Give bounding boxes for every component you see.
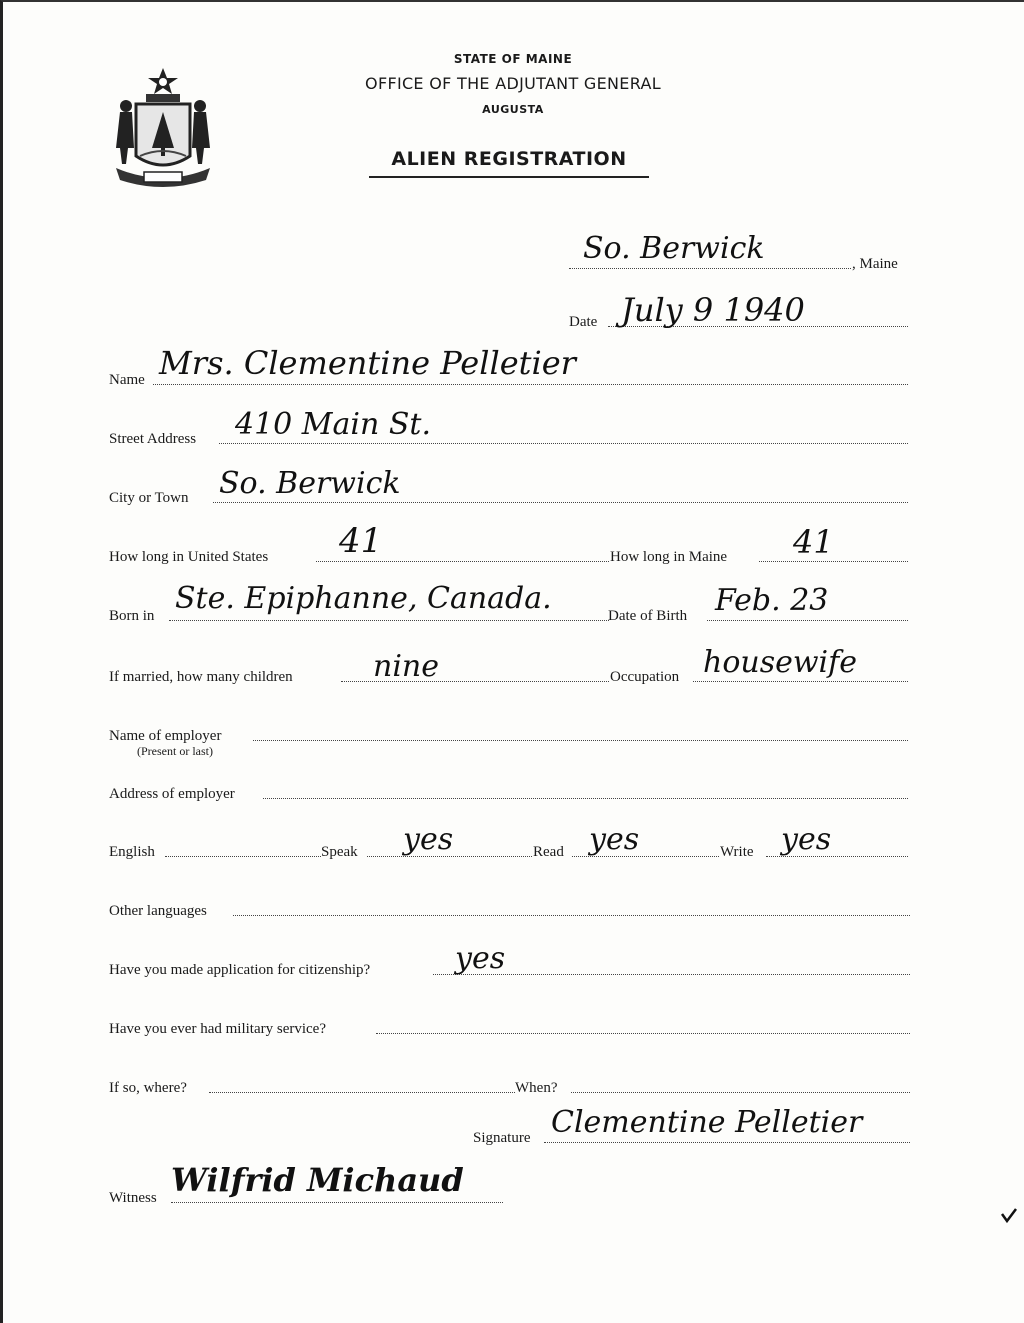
occupation-label: Occupation <box>610 669 680 685</box>
read-value: yes <box>589 822 640 857</box>
office-heading: OFFICE OF THE ADJUTANT GENERAL <box>365 74 661 93</box>
citizenship-label: Have you made application for citizenship? <box>109 962 371 978</box>
witness-label: Witness <box>109 1190 157 1206</box>
born-in-line <box>169 620 609 621</box>
born-in-label: Born in <box>109 608 155 624</box>
name-line <box>153 384 908 385</box>
children-value: nine <box>373 649 439 684</box>
citizenship-value: yes <box>455 941 506 976</box>
date-value: July 9 1940 <box>621 291 805 329</box>
state-heading: STATE OF MAINE <box>453 52 573 66</box>
write-label: Write <box>720 844 754 860</box>
employer-name-label: Name of employer <box>109 728 222 744</box>
english-line <box>165 856 321 857</box>
born-in-value: Ste. Epiphanne, Canada. <box>175 581 552 616</box>
other-languages-label: Other languages <box>109 903 207 919</box>
occupation-line <box>693 681 908 682</box>
years-in-maine-line <box>759 561 908 562</box>
city-label: City or Town <box>109 490 189 506</box>
where-label: If so, where? <box>109 1080 187 1096</box>
employer-name-line <box>253 740 908 741</box>
write-value: yes <box>781 822 832 857</box>
street-address-value: 410 Main St. <box>235 407 431 442</box>
date-label: Date <box>569 314 598 330</box>
occupation-value: housewife <box>703 645 857 680</box>
military-line <box>376 1033 910 1034</box>
years-in-us-line <box>316 561 609 562</box>
street-address-label: Street Address <box>109 431 197 447</box>
when-line <box>571 1092 910 1093</box>
years-in-maine-value: 41 <box>793 523 834 561</box>
employer-address-line <box>263 798 908 799</box>
years-in-maine-label: How long in Maine <box>610 549 728 565</box>
city-heading: AUGUSTA <box>482 103 544 116</box>
where-line <box>209 1092 515 1093</box>
city-line <box>213 502 908 503</box>
name-label: Name <box>109 372 145 388</box>
signature-value: Clementine Pelletier <box>551 1105 863 1140</box>
place-value: So. Berwick <box>583 231 765 266</box>
english-label: English <box>109 844 155 860</box>
years-in-us-label: How long in United States <box>109 549 269 565</box>
date-of-birth-value: Feb. 23 <box>715 583 829 618</box>
witness-value: Wilfrid Michaud <box>171 1161 464 1199</box>
speak-label: Speak <box>321 844 358 860</box>
form-title: ALIEN REGISTRATION <box>391 148 627 170</box>
military-label: Have you ever had military service? <box>109 1021 326 1037</box>
speak-value: yes <box>403 822 454 857</box>
city-value: So. Berwick <box>219 466 401 501</box>
street-address-line <box>219 443 908 444</box>
years-in-us-value: 41 <box>339 521 383 561</box>
place-line <box>569 268 851 269</box>
read-label: Read <box>533 844 564 860</box>
children-label: If married, how many children <box>109 669 293 685</box>
employer-address-label: Address of employer <box>109 786 235 802</box>
date-of-birth-label: Date of Birth <box>608 608 688 624</box>
witness-line <box>171 1202 503 1203</box>
maine-state-seal-icon <box>108 64 218 192</box>
check-mark-icon <box>1000 1206 1018 1224</box>
other-languages-line <box>233 915 910 916</box>
date-of-birth-line <box>707 620 908 621</box>
signature-label: Signature <box>473 1130 531 1146</box>
title-underline <box>369 176 649 178</box>
place-suffix: , Maine <box>852 256 898 272</box>
employer-name-sublabel: (Present or last) <box>137 744 213 758</box>
when-label: When? <box>515 1080 558 1096</box>
signature-line <box>544 1142 910 1143</box>
name-value: Mrs. Clementine Pelletier <box>159 344 576 382</box>
